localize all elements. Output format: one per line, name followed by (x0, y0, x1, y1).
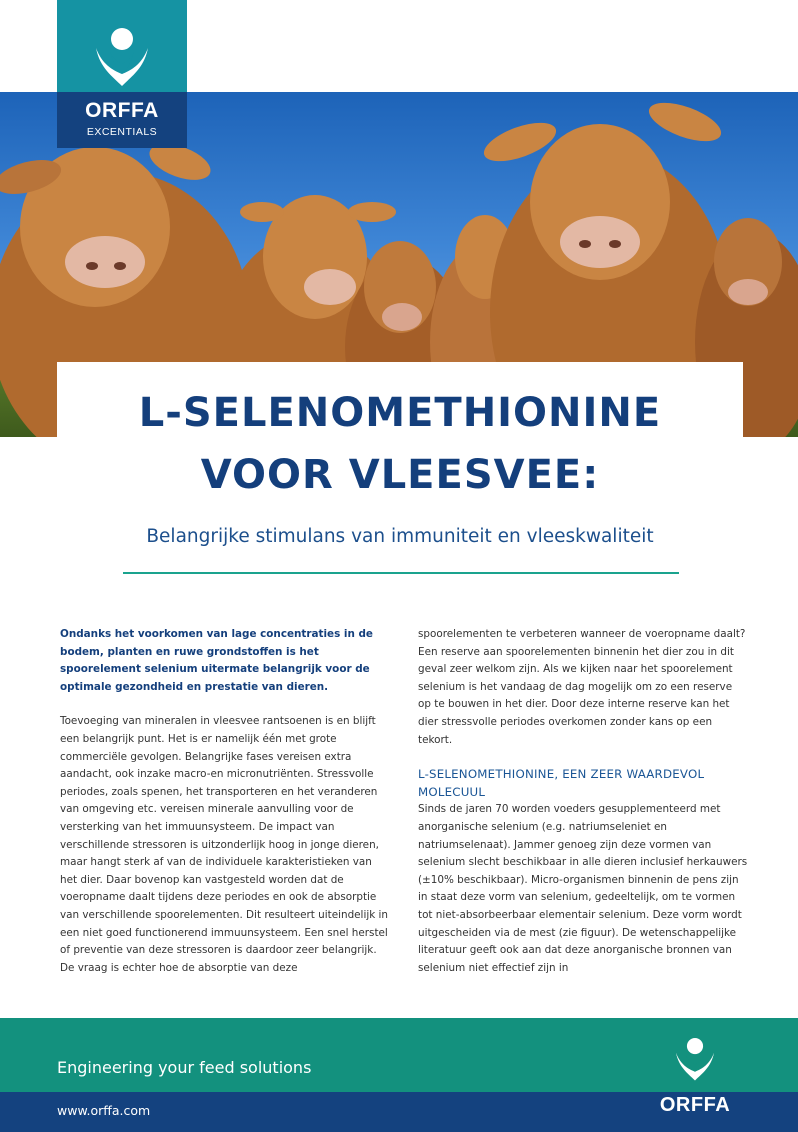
section-heading: L-SELENOMETHIONINE, EEN ZEER WAARDEVOL MOLECUUL (418, 767, 705, 799)
right-column (418, 626, 748, 977)
title-divider (123, 572, 679, 574)
orffa-logo[interactable] (57, 0, 187, 148)
footer-website-link[interactable]: www.orffa.com (57, 1103, 151, 1118)
body-paragraph-right-intro: spoorelementen te verbeteren wanneer de voeropname daalt? Een reserve aan spoorelementen binnenin het dier zou in dit geval zeer welkom zijn. Als we kijken naar het spoorelement selenium is het vandaag de dag mogelijk om zo een reserve op te bouwen in het dier. Door deze interne reserve kan het dier stressvolle periodes overkomen zonder kans op een tekort. (418, 628, 746, 746)
footer-tagline: Engineering your feed solutions (57, 1058, 312, 1077)
logo-name-block (57, 92, 187, 148)
title-card (57, 362, 743, 612)
footer-logo-brand-text: ORFFA (659, 1094, 731, 1116)
logo-brand-text: ORFFA (85, 99, 159, 122)
page-title-line-1: L-SELENOMETHIONINE (138, 390, 662, 436)
page-subtitle: Belangrijke stimulans van immuniteit en vleeskwaliteit (146, 526, 654, 547)
footer-orffa-logo[interactable] (655, 1030, 735, 1122)
orffa-figure-icon (92, 26, 152, 90)
left-column (60, 626, 390, 994)
page-title-line-2: VOOR VLEESVEE: (200, 452, 600, 498)
body-paragraph-right: Sinds de jaren 70 worden voeders gesupplementeerd met anorganische selenium (e.g. natriumseleniet en natriumselenaat). Jammer genoeg zijn deze vormen van selenium slecht beschikbaar in alle dieren inclusief herkauwers (±10% beschikbaar). Micro-organismen binnenin de pens zijn in staat deze vorm van selenium, gedeeltelijk, om te vormen tot niet-absorbeerbaar elementair selenium. Deze vorm wordt uitgescheiden via de mest (zie figuur). De wetenschappelijke literatuur geeft ook aan dat deze anorganische bronnen van selenium niet effectief zijn in (418, 803, 748, 974)
body-paragraph-left: Toevoeging van mineralen in vleesvee rantsoenen is en blijft een belangrijk punt. Het is er namelijk één met grote commerciële gevolgen. Belangrijke fases vereisen extra aandacht, ook inzake macro-en micronutriënten. Stressvolle periodes, zoals spenen, het transporteren en het veranderen van omgeving etc. vereisen minerale aanvulling voor de versterking van het immuunsysteem. De impact van verschillende stressoren is uitzonderlijk hoog in jonge dieren, maar hangt sterk af van de individuele karakteristieken van het dier. Daar bovenop kan vastgesteld worden dat de voeropname daalt tijdens deze periodes en ook de absorptie van verschillende spoorelementen. Dit resulteert uiteindelijk in een niet goed functionerend immuunsysteem. Een snel herstel of preventie van deze stressoren is daardoor zeer belangrijk. De vraag is echter hoe de absorptie van deze (60, 715, 389, 974)
orffa-figure-icon (673, 1030, 717, 1090)
logo-sub-text: EXCENTIALS (86, 126, 158, 138)
lead-paragraph: Ondanks het voorkomen van lage concentraties in de bodem, planten en ruwe grondstoffen is het spoorelement selenium uitermate belangrijk voor de optimale gezondheid en prestatie van dieren. (60, 628, 373, 693)
